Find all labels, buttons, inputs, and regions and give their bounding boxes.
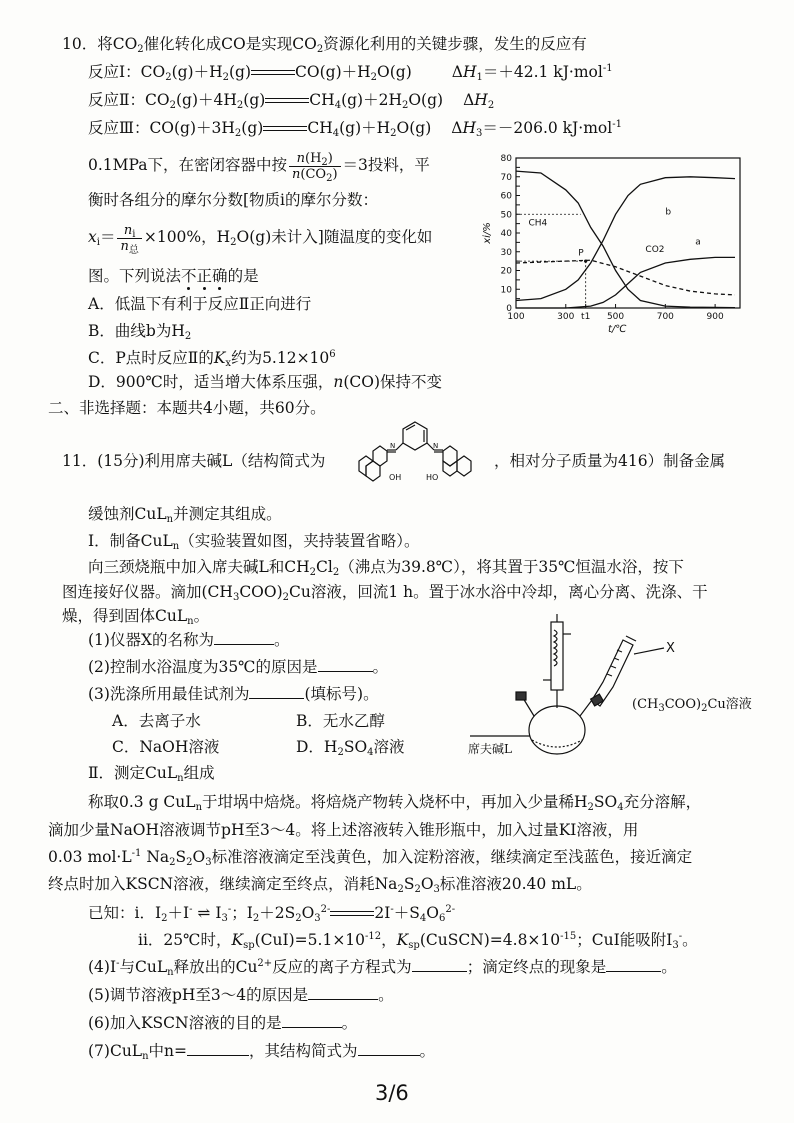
hydroxyl-label-2: HO bbox=[426, 473, 439, 482]
label-copper-acetate: $(CH_3COO)_2Cu$溶液 bbox=[632, 697, 752, 714]
y-axis-label: xi/% bbox=[482, 222, 493, 244]
y-tick-label: 0 bbox=[506, 304, 512, 314]
q10-option-a: A．低温下有利于反应Ⅱ正向进行 bbox=[88, 295, 312, 313]
q11-sub-5: (5)调节溶液pH至3～4的原因是 。 bbox=[88, 986, 394, 1004]
annotation-b: b bbox=[665, 207, 672, 218]
nitrogen-label-1: N bbox=[390, 442, 396, 450]
q11-sub-4: (4)I-与CuL$_n$释放出的$Cu^{2+}$反应的离子方程式为 ；滴定终点的现象是 。 bbox=[88, 958, 677, 978]
q10-reaction-1: 反应Ⅰ：$CO_2(g)+H_2(g)$ $CO(g)+H_2O(g)$ $\Delta H_1=+42.1$ kJ·mol$^{-1}$ bbox=[88, 63, 613, 83]
q10-condition-2: 衡时各组分的摩尔分数[物质i的摩尔分数： bbox=[88, 191, 379, 209]
q11-measure-2: 滴加少量NaOH溶液调节pH至3～4。将上述溶液转入锥形瓶中，加入过量KI溶液，用 bbox=[48, 821, 639, 839]
x-tick-label: 500 bbox=[606, 312, 625, 322]
y-tick-label: 30 bbox=[500, 247, 512, 258]
y-tick-label: 80 bbox=[500, 154, 512, 164]
q11-sub-7: (7)CuL$_n$中n= ，其结构简式为 。 bbox=[88, 1042, 436, 1062]
y-tick-label: 50 bbox=[500, 210, 512, 221]
q10-stem: 10．将$CO_2$催化转化成CO是实现$CO_2$资源化利用的关键步骤，发生的反应有 bbox=[62, 35, 587, 55]
q11-option-c: C．NaOH溶液 bbox=[112, 738, 220, 756]
x-tick-label: 900 bbox=[706, 312, 724, 322]
label-schiff-base: 席夫碱L bbox=[468, 742, 512, 756]
annotation-a: a bbox=[695, 237, 701, 248]
annotation-ch4: CH4 bbox=[528, 218, 548, 229]
schiff-base-structure bbox=[340, 418, 490, 490]
q11-measure-1: 称取0.3 g CuL$_n$于坩埚中焙烧。将焙烧产物转入烧杯中，再加入少量稀$H_2SO_4$充分溶解， bbox=[88, 793, 702, 813]
series-line-b bbox=[516, 177, 735, 301]
annotation-co2: CO2 bbox=[645, 244, 665, 255]
apparatus-diagram bbox=[468, 612, 768, 762]
q11-option-a: A．去离子水 bbox=[112, 712, 201, 730]
q11-intro-2: 缓蚀剂CuL$_n$并测定其组成。 bbox=[88, 505, 282, 525]
q11-measure-4: 终点时加入KSCN溶液，继续滴定至终点，消耗$Na_2S_2O_3$标准溶液20.40 mL。 bbox=[48, 875, 592, 895]
label-x: X bbox=[666, 641, 675, 656]
y-tick-label: 20 bbox=[500, 266, 512, 277]
q11-part-1-title: Ⅰ．制备CuL$_n$（实验装置如图，夹持装置省略）。 bbox=[88, 532, 420, 552]
page-number: 3/6 bbox=[375, 1081, 409, 1105]
q11-procedure-1: 向三颈烧瓶中加入席夫碱L和$CH_2Cl_2$（沸点为39.8℃），将其置于35℃恒温水浴，按下 bbox=[88, 558, 684, 578]
q11-known-1: 已知：i．$I_2+I^-$ ⇌ $I_3^-$；$I_2+2S_2O_3^{2-}$ $2I^-+S_4O_6^{2-}$ bbox=[88, 904, 456, 924]
x-tick-label: 700 bbox=[656, 312, 674, 322]
q11-intro: 11．(15分)利用席夫碱L（结构简式为 bbox=[62, 452, 326, 470]
annotation-p: P bbox=[578, 248, 584, 259]
q10-question: 图。下列说法不正确的是 bbox=[88, 267, 259, 285]
q10-xi-definition: $x_i=$ $\frac{n_i}{n_总}$ ×100%，$H_2O(g)$未计入]随温度的变化如 bbox=[88, 222, 433, 256]
y-tick-label: 40 bbox=[500, 229, 512, 239]
q10-option-c: C．P点时反应Ⅱ的$K_x$约为$5.12\times 10^6$ bbox=[88, 349, 336, 369]
series-line-ch4 bbox=[516, 171, 735, 308]
q10-option-b: B．曲线b为$H_2$ bbox=[88, 322, 192, 342]
x-tick-label: 300 bbox=[557, 312, 575, 322]
nitrogen-label-2: N bbox=[433, 442, 439, 450]
q11-sub-2: (2)控制水浴温度为35℃的原因是 。 bbox=[88, 658, 389, 676]
q11-known-2: ii．25℃时，$K_{sp}(CuI)=5.1\times 10^{-12}$，$K_{sp}(CuSCN)=4.8\times 10^{-15}$；CuI能吸附$I_3^-$。 bbox=[138, 931, 698, 951]
y-tick-label: 10 bbox=[500, 285, 512, 296]
section-2-heading: 二、非选择题：本题共4小题，共60分。 bbox=[48, 399, 326, 417]
q11-option-b: B．无水乙醇 bbox=[296, 712, 385, 730]
q11-procedure-2: 图连接好仪器。滴加$(CH_3COO)_2Cu$溶液，回流1 h。置于冰水浴中冷却，离心分离、洗涤、干 bbox=[62, 583, 708, 603]
y-tick-label: 70 bbox=[500, 172, 512, 183]
series-line-a bbox=[516, 257, 735, 308]
mole-fraction-chart bbox=[478, 150, 748, 350]
q11-sub-6: (6)加入KSCN溶液的目的是 。 bbox=[88, 1014, 358, 1032]
q11-option-d: D．$H_2SO_4$溶液 bbox=[296, 738, 405, 758]
x-axis-label: t/℃ bbox=[608, 324, 627, 335]
plot-frame bbox=[516, 158, 740, 308]
x-tick-label: 100 bbox=[507, 312, 525, 322]
q11-part-2-title: Ⅱ．测定CuL$_n$组成 bbox=[88, 764, 215, 784]
q10-option-d: D．900℃时，适当增大体系压强，n(CO)保持不变 bbox=[88, 373, 443, 391]
point-p bbox=[584, 260, 587, 263]
q11-procedure-3: 燥，得到固体CuL$_n$。 bbox=[62, 607, 210, 627]
hydroxyl-label-1: OH bbox=[389, 473, 402, 482]
q10-condition: 0.1MPa下，在密闭容器中按 $\frac{n(H_2)}{n(CO_2)}$ ＝3投料，平 bbox=[88, 150, 430, 184]
q10-reaction-3: 反应Ⅲ：$CO(g)+3H_2(g)$ $CH_4(g)+H_2O(g)$ $\Delta H_3=-206.0$ kJ·mol$^{-1}$ bbox=[88, 119, 622, 139]
q11-sub-3: (3)洗涤所用最佳试剂为 (填标号)。 bbox=[88, 685, 379, 703]
x-tick-label: t1 bbox=[581, 312, 591, 322]
q10-reaction-2: 反应Ⅱ：$CO_2(g)+4H_2(g)$ $CH_4(g)+2H_2O(g)$ $\Delta H_2$ bbox=[88, 91, 495, 111]
q11-sub-1: (1)仪器X的名称为 。 bbox=[88, 631, 290, 649]
series-line-co2 bbox=[516, 260, 735, 295]
q11-measure-3: 0.03 $mol\cdot L^{-1}$ $Na_2S_2O_3$标准溶液滴定至浅黄色，加入淀粉溶液，继续滴定至浅蓝色，接近滴定 bbox=[48, 848, 693, 868]
y-tick-label: 60 bbox=[500, 191, 512, 202]
q11-intro-cont: ，相对分子质量为416）制备金属 bbox=[494, 452, 726, 470]
